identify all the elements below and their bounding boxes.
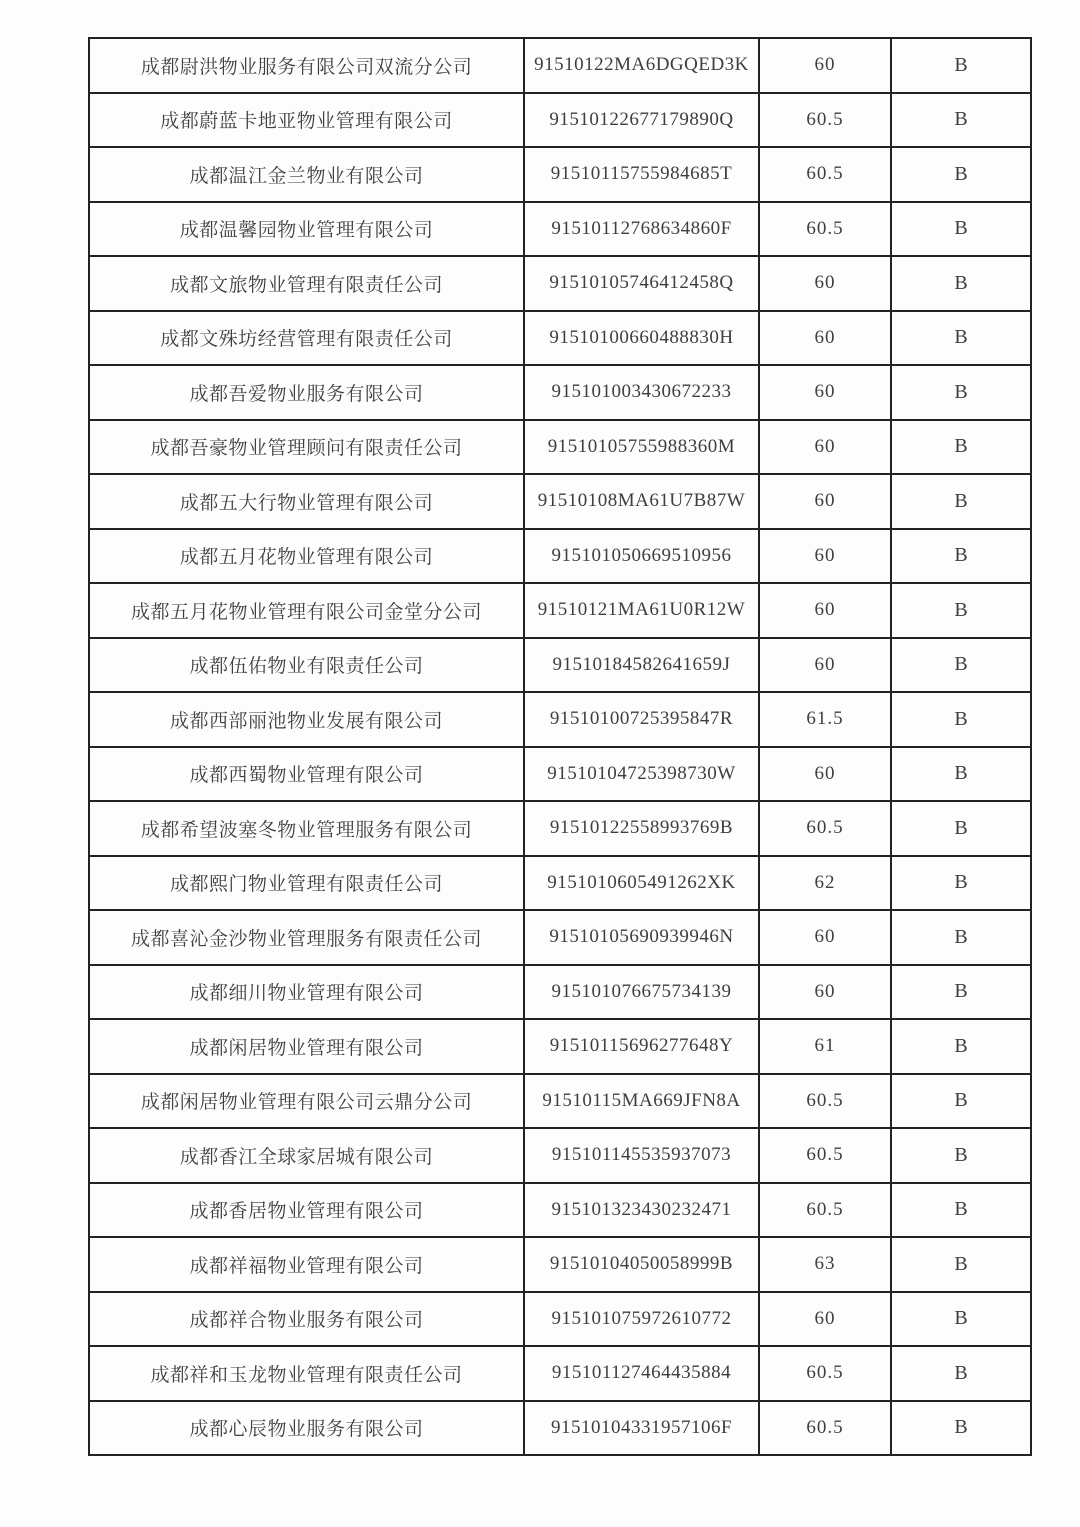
credit-code-cell: 91510104050058999B xyxy=(524,1237,759,1292)
credit-code-cell: 915101145535937073 xyxy=(524,1128,759,1183)
grade-cell: B xyxy=(891,93,1031,148)
company-name-cell: 成都熙门物业管理有限责任公司 xyxy=(89,856,524,911)
grade-cell: B xyxy=(891,1401,1031,1456)
grade-cell: B xyxy=(891,420,1031,475)
credit-code-cell: 91510115696277648Y xyxy=(524,1019,759,1074)
credit-code-cell: 91510105746412458Q xyxy=(524,256,759,311)
table-row xyxy=(89,202,1031,257)
score-cell: 60 xyxy=(759,747,891,802)
credit-code-cell: 91510100725395847R xyxy=(524,692,759,747)
table-row xyxy=(89,1183,1031,1238)
score-cell: 60 xyxy=(759,965,891,1020)
credit-code-cell: 915101050669510956 xyxy=(524,529,759,584)
score-cell: 63 xyxy=(759,1237,891,1292)
score-cell: 60 xyxy=(759,638,891,693)
company-name-cell: 成都心辰物业服务有限公司 xyxy=(89,1401,524,1456)
grade-cell: B xyxy=(891,1292,1031,1347)
score-cell: 60 xyxy=(759,420,891,475)
grade-cell: B xyxy=(891,692,1031,747)
company-name-cell: 成都细川物业管理有限公司 xyxy=(89,965,524,1020)
credit-code-cell: 91510104725398730W xyxy=(524,747,759,802)
credit-code-cell: 91510105755988360M xyxy=(524,420,759,475)
credit-code-cell: 9151010605491262XK xyxy=(524,856,759,911)
table-row xyxy=(89,1019,1031,1074)
credit-code-cell: 91510115755984685T xyxy=(524,147,759,202)
company-name-cell: 成都伍佑物业有限责任公司 xyxy=(89,638,524,693)
company-name-cell: 成都文旅物业管理有限责任公司 xyxy=(89,256,524,311)
table-row xyxy=(89,1401,1031,1456)
table-row xyxy=(89,1128,1031,1183)
table-row xyxy=(89,1346,1031,1401)
grade-cell: B xyxy=(891,910,1031,965)
table-row xyxy=(89,1237,1031,1292)
table-row xyxy=(89,910,1031,965)
grade-cell: B xyxy=(891,638,1031,693)
credit-code-cell: 91510115MA669JFN8A xyxy=(524,1074,759,1129)
score-cell: 60.5 xyxy=(759,93,891,148)
company-name-cell: 成都五月花物业管理有限公司金堂分公司 xyxy=(89,583,524,638)
company-name-cell: 成都喜沁金沙物业管理服务有限责任公司 xyxy=(89,910,524,965)
score-cell: 61 xyxy=(759,1019,891,1074)
score-cell: 60.5 xyxy=(759,1401,891,1456)
credit-code-cell: 915101076675734139 xyxy=(524,965,759,1020)
score-cell: 60 xyxy=(759,474,891,529)
company-name-cell: 成都蔚蓝卡地亚物业管理有限公司 xyxy=(89,93,524,148)
company-name-cell: 成都希望波塞冬物业管理服务有限公司 xyxy=(89,801,524,856)
grade-cell: B xyxy=(891,311,1031,366)
credit-code-cell: 91510105690939946N xyxy=(524,910,759,965)
score-cell: 62 xyxy=(759,856,891,911)
rating-table-body xyxy=(89,38,1031,1455)
table-row xyxy=(89,93,1031,148)
credit-code-cell: 915101075972610772 xyxy=(524,1292,759,1347)
score-cell: 60.5 xyxy=(759,1183,891,1238)
table-row xyxy=(89,1074,1031,1129)
table-row xyxy=(89,965,1031,1020)
table-row xyxy=(89,38,1031,93)
grade-cell: B xyxy=(891,529,1031,584)
credit-code-cell: 915101323430232471 xyxy=(524,1183,759,1238)
credit-code-cell: 915101003430672233 xyxy=(524,365,759,420)
company-name-cell: 成都祥合物业服务有限公司 xyxy=(89,1292,524,1347)
score-cell: 60 xyxy=(759,365,891,420)
score-cell: 60.5 xyxy=(759,1074,891,1129)
credit-code-cell: 91510122677179890Q xyxy=(524,93,759,148)
company-name-cell: 成都祥福物业管理有限公司 xyxy=(89,1237,524,1292)
grade-cell: B xyxy=(891,1019,1031,1074)
table-row xyxy=(89,1292,1031,1347)
grade-cell: B xyxy=(891,365,1031,420)
table-row xyxy=(89,638,1031,693)
table-row xyxy=(89,474,1031,529)
table-row xyxy=(89,801,1031,856)
credit-code-cell: 91510122558993769B xyxy=(524,801,759,856)
grade-cell: B xyxy=(891,474,1031,529)
grade-cell: B xyxy=(891,38,1031,93)
company-name-cell: 成都香江全球家居城有限公司 xyxy=(89,1128,524,1183)
score-cell: 60.5 xyxy=(759,801,891,856)
grade-cell: B xyxy=(891,1237,1031,1292)
score-cell: 60 xyxy=(759,910,891,965)
grade-cell: B xyxy=(891,256,1031,311)
grade-cell: B xyxy=(891,747,1031,802)
credit-code-cell: 91510112768634860F xyxy=(524,202,759,257)
table-row xyxy=(89,311,1031,366)
credit-code-cell: 91510122MA6DGQED3K xyxy=(524,38,759,93)
company-name-cell: 成都吾爱物业服务有限公司 xyxy=(89,365,524,420)
company-name-cell: 成都香居物业管理有限公司 xyxy=(89,1183,524,1238)
grade-cell: B xyxy=(891,1128,1031,1183)
company-name-cell: 成都五大行物业管理有限公司 xyxy=(89,474,524,529)
company-name-cell: 成都西蜀物业管理有限公司 xyxy=(89,747,524,802)
company-name-cell: 成都文殊坊经营管理有限责任公司 xyxy=(89,311,524,366)
table-row xyxy=(89,365,1031,420)
score-cell: 60.5 xyxy=(759,147,891,202)
table-row xyxy=(89,420,1031,475)
grade-cell: B xyxy=(891,202,1031,257)
table-row xyxy=(89,529,1031,584)
grade-cell: B xyxy=(891,147,1031,202)
score-cell: 60 xyxy=(759,256,891,311)
grade-cell: B xyxy=(891,801,1031,856)
grade-cell: B xyxy=(891,583,1031,638)
grade-cell: B xyxy=(891,1183,1031,1238)
score-cell: 60 xyxy=(759,1292,891,1347)
company-name-cell: 成都温江金兰物业有限公司 xyxy=(89,147,524,202)
score-cell: 60.5 xyxy=(759,202,891,257)
company-name-cell: 成都祥和玉龙物业管理有限责任公司 xyxy=(89,1346,524,1401)
company-name-cell: 成都闲居物业管理有限公司 xyxy=(89,1019,524,1074)
score-cell: 60.5 xyxy=(759,1128,891,1183)
score-cell: 60 xyxy=(759,529,891,584)
score-cell: 60 xyxy=(759,311,891,366)
score-cell: 61.5 xyxy=(759,692,891,747)
credit-code-cell: 915101127464435884 xyxy=(524,1346,759,1401)
table-row xyxy=(89,256,1031,311)
company-name-cell: 成都西部丽池物业发展有限公司 xyxy=(89,692,524,747)
table-row xyxy=(89,147,1031,202)
table-row xyxy=(89,692,1031,747)
score-cell: 60.5 xyxy=(759,1346,891,1401)
score-cell: 60 xyxy=(759,583,891,638)
table-row xyxy=(89,856,1031,911)
credit-code-cell: 91510121MA61U0R12W xyxy=(524,583,759,638)
grade-cell: B xyxy=(891,856,1031,911)
grade-cell: B xyxy=(891,965,1031,1020)
credit-code-cell: 91510184582641659J xyxy=(524,638,759,693)
grade-cell: B xyxy=(891,1346,1031,1401)
table-row xyxy=(89,747,1031,802)
company-name-cell: 成都闲居物业管理有限公司云鼎分公司 xyxy=(89,1074,524,1129)
rating-table xyxy=(88,37,1032,1456)
company-name-cell: 成都五月花物业管理有限公司 xyxy=(89,529,524,584)
company-name-cell: 成都吾豪物业管理顾问有限责任公司 xyxy=(89,420,524,475)
company-name-cell: 成都温馨园物业管理有限公司 xyxy=(89,202,524,257)
credit-code-cell: 91510104331957106F xyxy=(524,1401,759,1456)
grade-cell: B xyxy=(891,1074,1031,1129)
company-name-cell: 成都尉洪物业服务有限公司双流分公司 xyxy=(89,38,524,93)
table-row xyxy=(89,583,1031,638)
score-cell: 60 xyxy=(759,38,891,93)
credit-code-cell: 91510100660488830H xyxy=(524,311,759,366)
credit-code-cell: 91510108MA61U7B87W xyxy=(524,474,759,529)
